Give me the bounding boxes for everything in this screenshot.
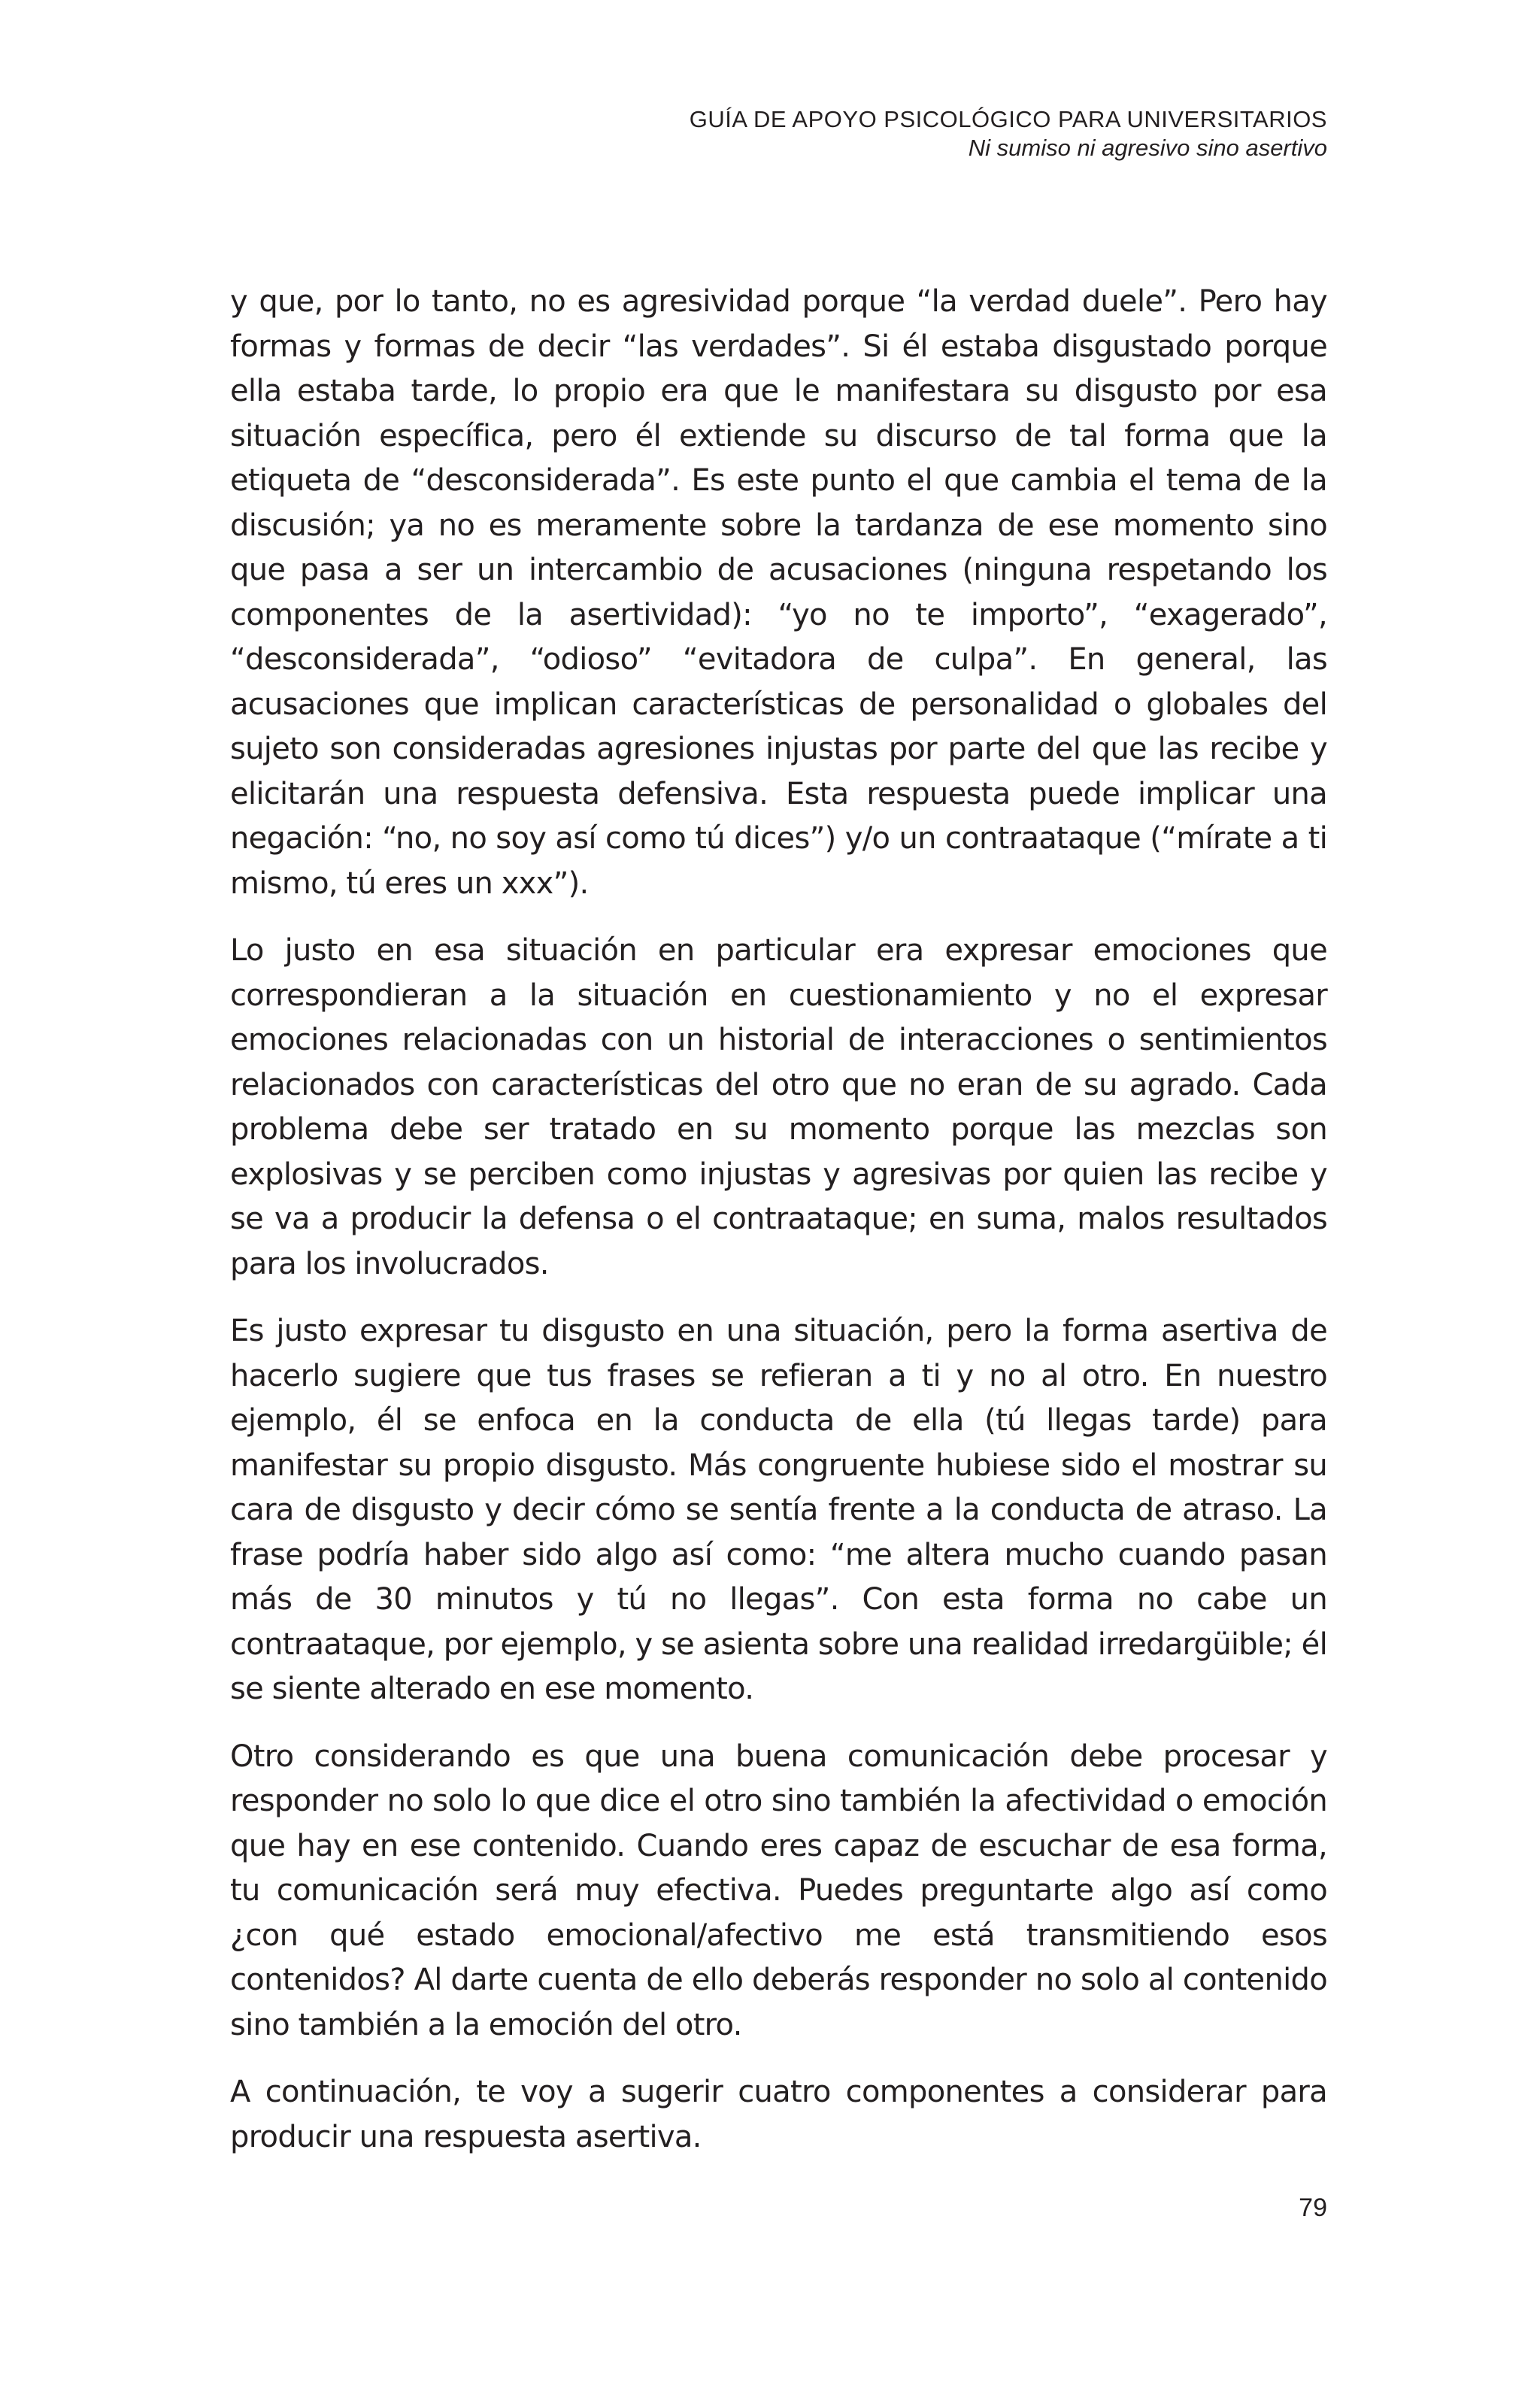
paragraph: Otro considerando es que una buena comunicación debe procesar y responder no solo lo que dice el otro sino también la afectividad o emoción que hay en ese contenido. Cuando eres capaz de escuchar de esa forma, tu comunicación será muy efectiva. Puedes preguntarte algo así como ¿con qué estado emocional/afectivo me está transmitiendo esos contenidos? Al darte cuenta de ello deberás responder no solo al contenido sino también a la emoción del otro.: [230, 1739, 1327, 2042]
book-title: GUÍA DE APOYO PSICOLÓGICO PARA UNIVERSITARIOS: [689, 106, 1327, 132]
paragraph: A continuación, te voy a sugerir cuatro componentes a considerar para producir una respuesta asertiva.: [230, 2075, 1327, 2154]
body-text: [230, 280, 1327, 2182]
running-header: [274, 105, 1327, 162]
paragraph: Lo justo en esa situación en particular era expresar emociones que correspondieran a la situación en cuestionamiento y no el expresar emociones relacionadas con un historial de interacciones o sentimientos relacionados con características del otro que no eran de su agrado. Cada problema debe ser tratado en su momento porque las mezclas son explosivas y se perciben como injustas y agresivas por quien las recibe y se va a producir la defensa o el contraataque; en suma, malos resultados para los involucrados.: [230, 933, 1327, 1281]
chapter-title: Ni sumiso ni agresivo sino asertivo: [968, 135, 1327, 161]
paragraph: Es justo expresar tu disgusto en una situación, pero la forma asertiva de hacerlo sugiere que tus frases se refieran a ti y no al otro. En nuestro ejemplo, él se enfoca en la conducta de ella (tú llegas tarde) para manifestar su propio disgusto. Más congruente hubiese sido el mostrar su cara de disgusto y decir cómo se sentía frente a la conducta de atraso. La frase podría haber sido algo así como: “me altera mucho cuando pasan más de 30 minutos y tú no llegas”. Con esta forma no cabe un contraataque, por ejemplo, y se asienta sobre una realidad irredargüible; él se siente alterado en ese momento.: [230, 1314, 1327, 1706]
page-number: 79: [1299, 2193, 1327, 2222]
paragraph: y que, por lo tanto, no es agresividad porque “la verdad duele”. Pero hay formas y formas de decir “las verdades”. Si él estaba disgustado porque ella estaba tarde, lo propio era que le manifestara su disgusto por esa situación específica, pero él extiende su discurso de tal forma que la etiqueta de “desconsiderada”. Es este punto el que cambia el tema de la discusión; ya no es meramente sobre la tardanza de ese momento sino que pasa a ser un intercambio de acusaciones (ninguna respetando los componentes de la asertividad): “yo no te importo”, “exagerado”, “desconsiderada”, “odioso” “evitadora de culpa”. En general, las acusaciones que implican características de personalidad o globales del sujeto son consideradas agresiones injustas por parte del que las recibe y elicitarán una respuesta defensiva. Esta respuesta puede implicar una negación: “no, no soy así como tú dices”) y/o un contraataque (“mírate a ti mismo, tú eres un xxx”).: [230, 284, 1327, 901]
